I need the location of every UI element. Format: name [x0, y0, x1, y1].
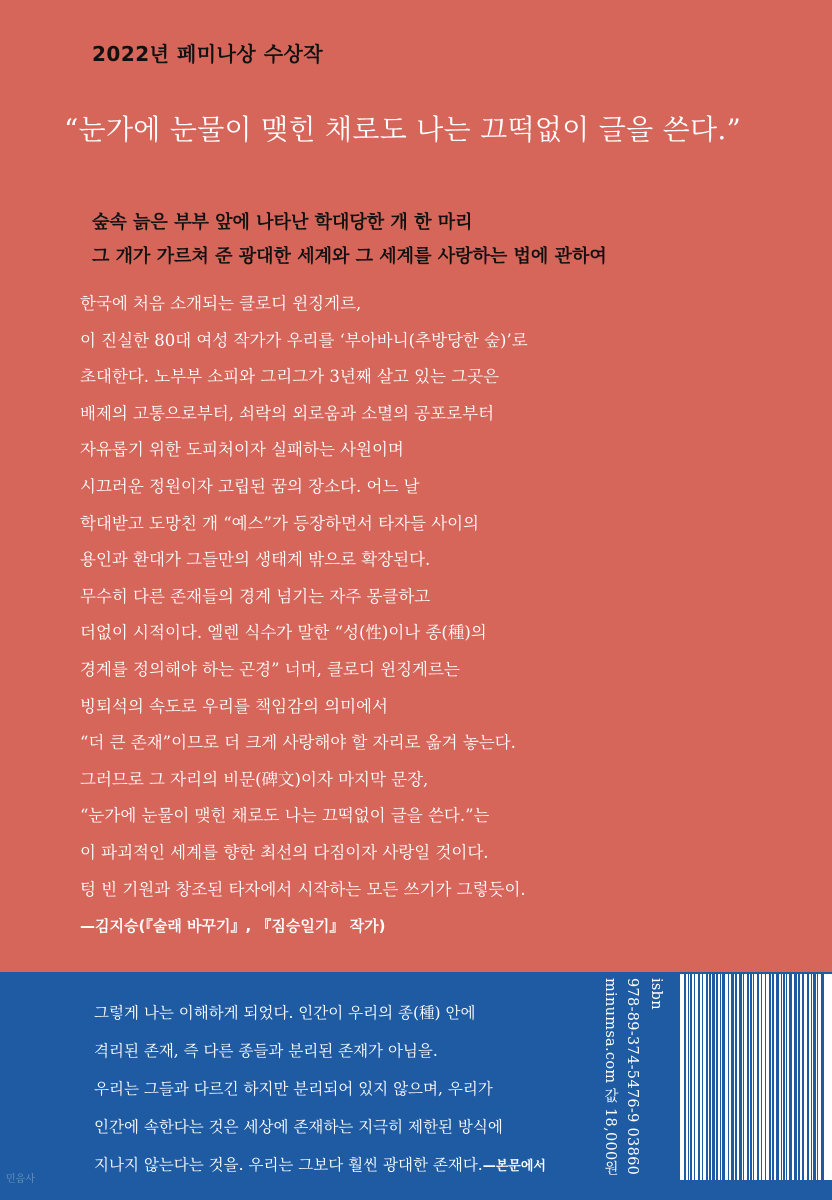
award-label: 2022년 페미나상 수상작: [92, 42, 324, 66]
review-line: 초대한다. 노부부 소피와 그리그가 3년째 살고 있는 그곳은: [80, 367, 500, 387]
excerpt-line: 격리된 존재, 즉 다른 종들과 분리된 존재가 아님을.: [94, 1042, 438, 1060]
excerpt-line: 인간에 속한다는 것은 세상에 존재하는 지극히 제한된 방식에: [94, 1118, 503, 1136]
review-line: 더없이 시적이다. 엘렌 식수가 말한 “성(性)이나 종(種)의: [80, 623, 487, 643]
excerpt-last-line: 지나지 않는다는 것을. 우리는 그보다 훨씬 광대한 존재다.: [94, 1156, 483, 1174]
excerpt-line: 그렇게 나는 이해하게 되었다. 인간이 우리의 종(種) 안에: [94, 1004, 476, 1022]
review-line: 이 진실한 80대 여성 작가가 우리를 ‘부아바니(추방당한 숲)’로: [80, 330, 528, 350]
excerpt-line: [94, 1146, 614, 1186]
review-line: 시끄러운 정원이자 고립된 꿈의 장소다. 어느 날: [80, 476, 420, 496]
book-excerpt: [94, 994, 614, 1186]
subtitle-block: [92, 206, 607, 274]
barcode-image: [680, 974, 832, 1180]
review-line: 무수히 다른 존재들의 경계 넘기는 자주 몽클하고: [80, 586, 431, 606]
subtitle-line: 숲속 늙은 부부 앞에 나타난 학대당한 개 한 마리: [92, 212, 473, 233]
bottom-panel: [0, 972, 832, 1200]
review-line: 자유롭기 위한 도피처이자 실패하는 사원이며: [80, 440, 404, 460]
review-text: [80, 286, 780, 945]
review-line: 한국에 처음 소개되는 클로디 윈징게르,: [80, 294, 362, 313]
headline-quote: “눈가에 눈물이 맺힌 채로도 나는 끄떡없이 글을 쓴다.”: [64, 113, 742, 146]
isbn-number: 978-89-374-5476-9 03860: [624, 978, 640, 1176]
review-line: 용인과 환대가 그들만의 생태계 밖으로 확장된다.: [80, 550, 431, 570]
review-line: 텅 빈 기원과 창조된 타자에서 시작하는 모든 쓰기가 그렇듯이.: [80, 879, 526, 899]
review-attribution: —김지승(『술래 바꾸기』, 『짐승일기』 작가): [80, 917, 386, 936]
review-line: 빙퇴석의 속도로 우리를 책임감의 의미에서: [80, 696, 388, 716]
review-line: “더 큰 존재”이므로 더 크게 사랑해야 할 자리로 옮겨 놓는다.: [80, 733, 516, 753]
price-label: minumsa.com 값 18,000원: [602, 978, 618, 1176]
review-line: 배제의 고통으로부터, 쇠락의 외로움과 소멸의 공포로부터: [80, 403, 495, 423]
publisher-watermark: 민음사: [6, 1174, 35, 1185]
review-line: 그러므로 그 자리의 비문(碑文)이자 마지막 문장,: [80, 769, 429, 789]
subtitle-line: 그 개가 가르쳐 준 광대한 세계와 그 세계를 사랑하는 법에 관하여: [92, 246, 607, 267]
excerpt-line: 우리는 그들과 다르긴 하지만 분리되어 있지 않으며, 우리가: [94, 1080, 493, 1098]
review-line: 경계를 정의해야 하는 곤경” 너머, 클로디 윈징게르는: [80, 659, 460, 679]
review-line: 학대받고 도망친 개 “예스”가 등장하면서 타자들 사이의: [80, 513, 479, 533]
excerpt-source: —본문에서: [482, 1159, 546, 1174]
review-line: 이 파괴적인 세계를 향한 최선의 다짐이자 사랑일 것이다.: [80, 842, 489, 862]
isbn-block: [596, 972, 672, 1200]
isbn-label: isbn: [648, 978, 664, 1010]
review-line: “눈가에 눈물이 맺힌 채로도 나는 끄떡없이 글을 쓴다.”는: [80, 806, 490, 826]
